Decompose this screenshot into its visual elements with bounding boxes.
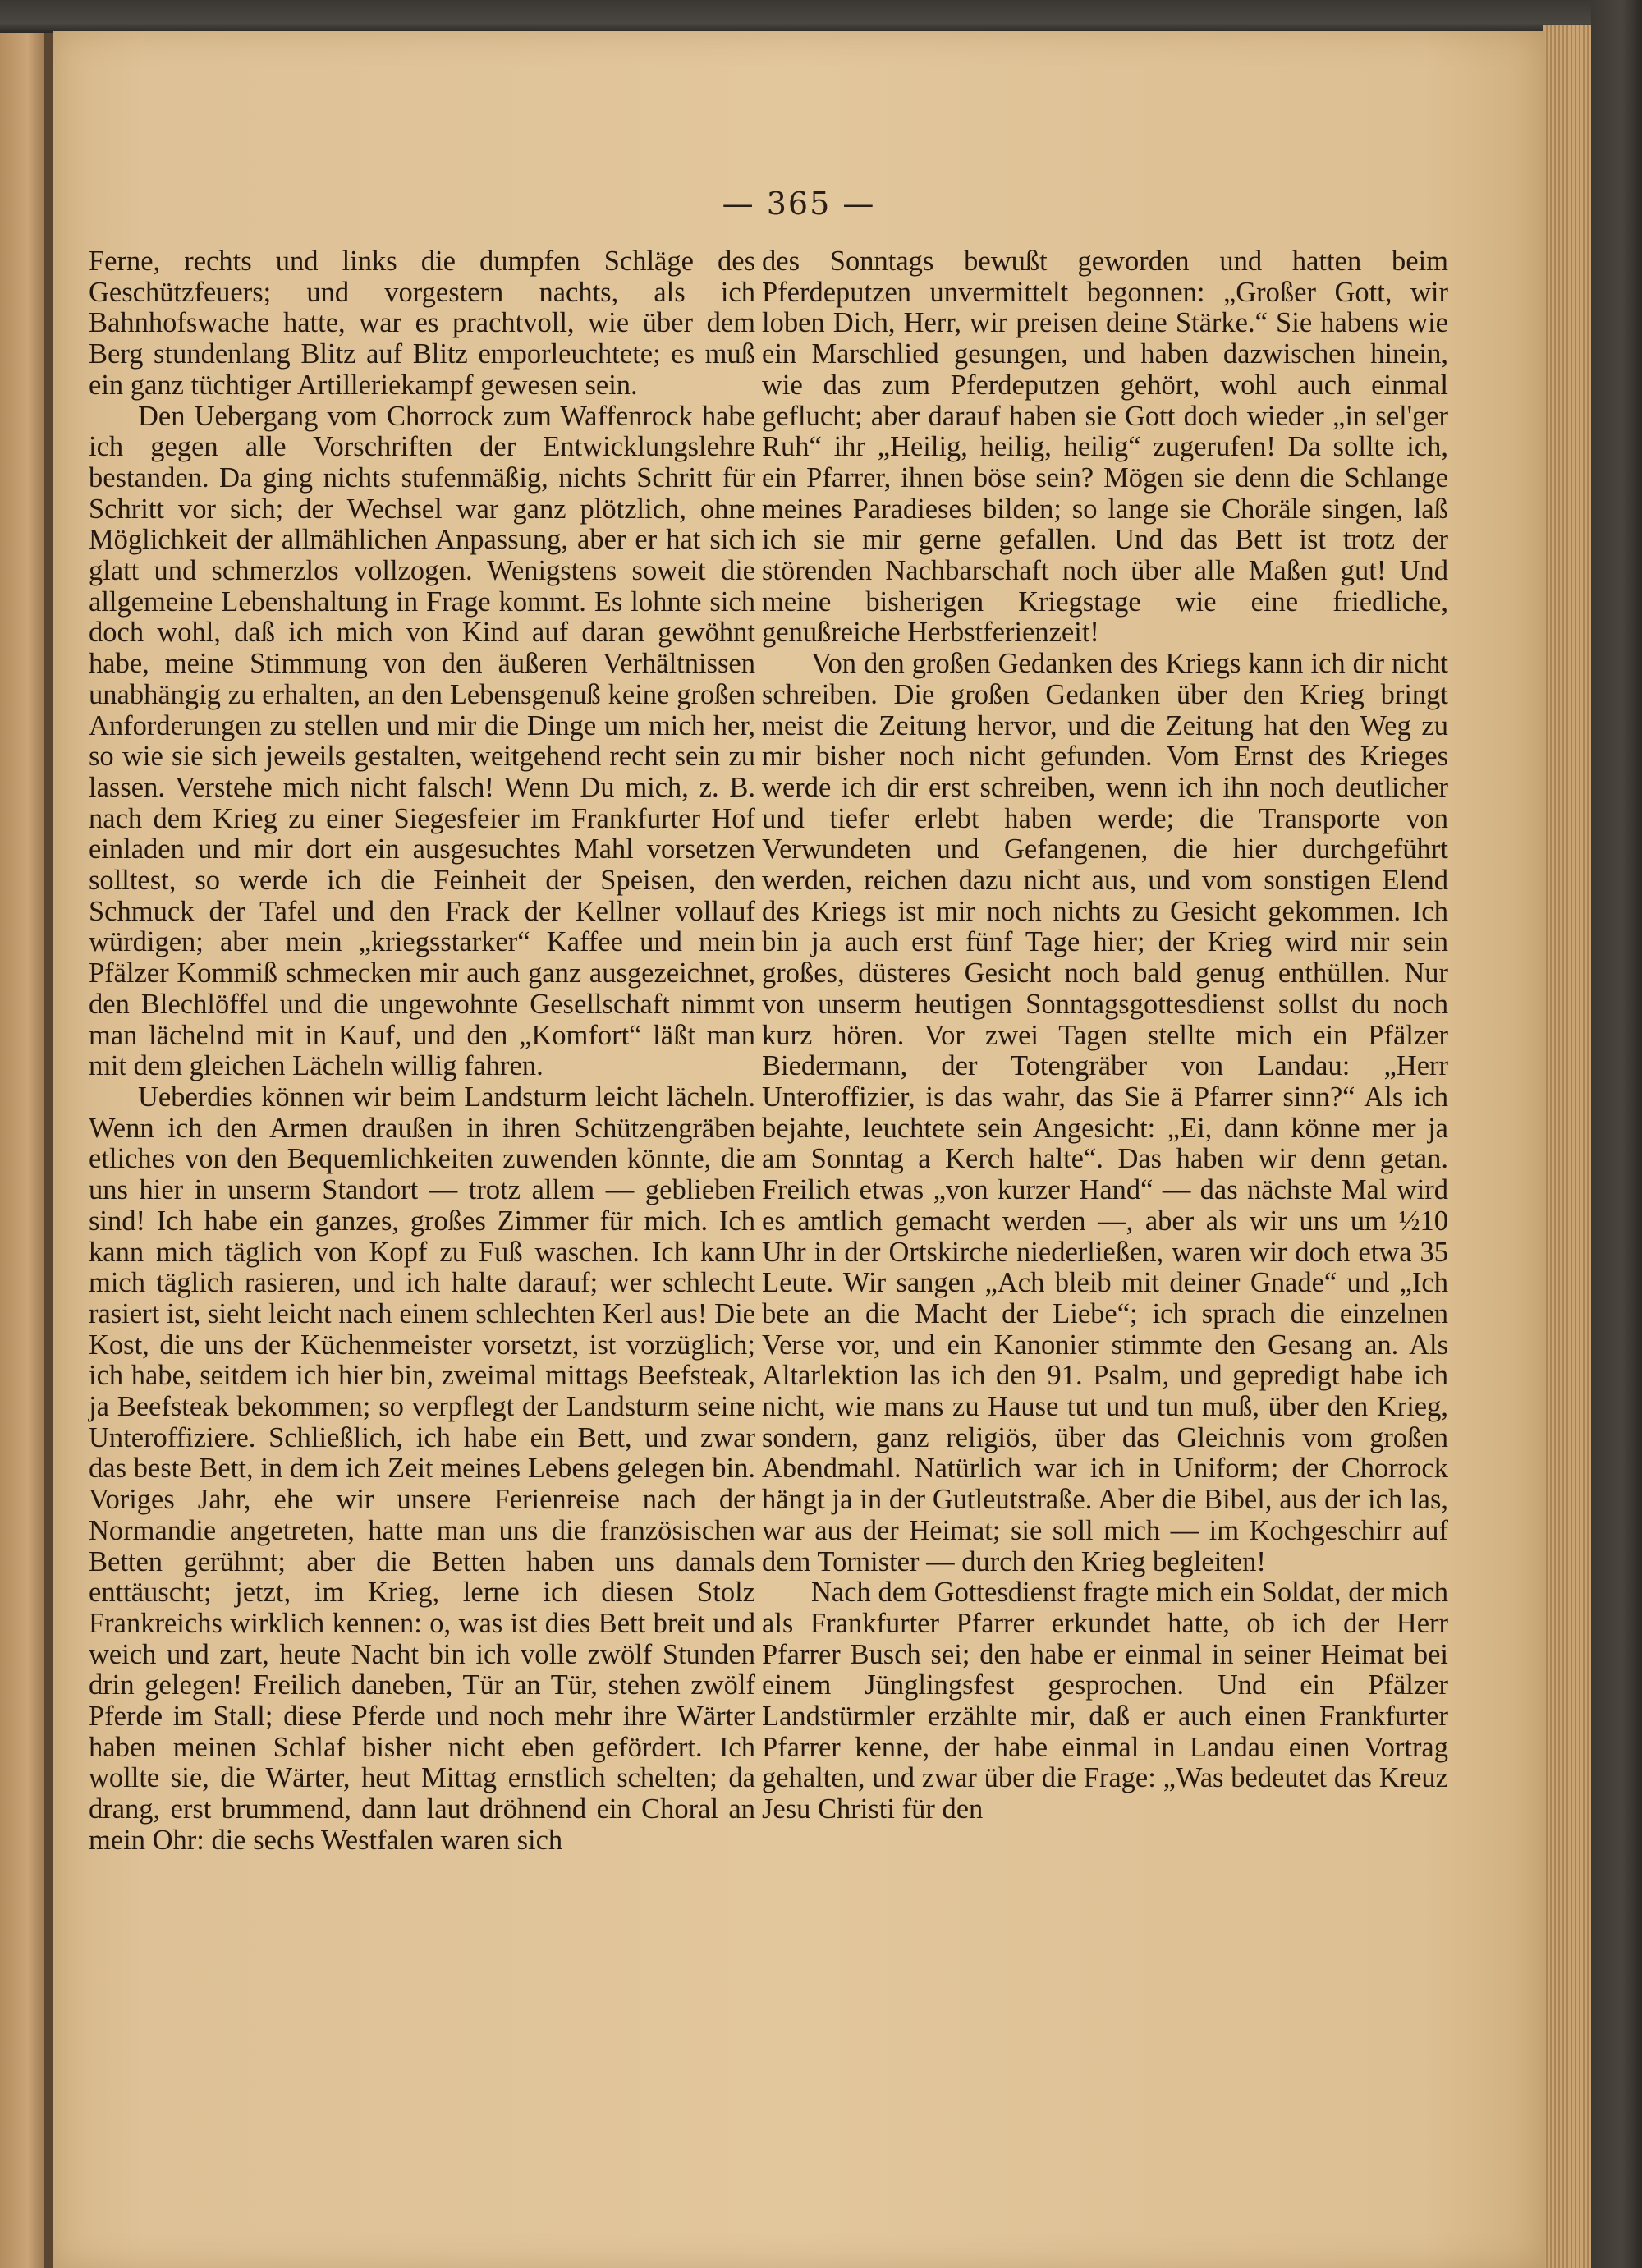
paragraph: des Sonntags bewußt geworden und hatten beim Pferdeputzen unvermittelt begonnen: „Großer Gott, wir loben Dich, Herr, wir preisen deine Stärke.“ Sie habens wie ein Marschlied gesungen, und haben dazwischen hinein, wie das zum Pferdeputzen gehört, wohl auch einmal geflucht; aber darauf haben sie Gott doch wieder „in sel'ger Ruh“ ihr „Heilig, heilig, heilig“ zugerufen! Da sollte ich, ein Pfarrer, ihnen böse sein? Mögen sie denn die Schlange meines Paradieses bilden; so lange sie Choräle singen, laß ich sie mir gerne gefallen. Und das Bett ist trotz der störenden Nachbarschaft noch über alle Maßen gut! Und meine bisherigen Kriegstage wie eine friedliche, genußreiche Herbstferienzeit!	[762, 246, 1448, 649]
book-cover-right	[1591, 0, 1642, 2268]
paragraph: Den Uebergang vom Chorrock zum Waffenrock habe ich gegen alle Vorschriften der Entwicklungslehre bestanden. Da ging nichts stufenmäßig, nichts Schritt für Schritt vor sich; der Wechsel war ganz plötzlich, ohne Möglichkeit der allmählichen Anpassung, aber er hat sich glatt und schmerzlos vollzogen. Wenigstens soweit die allgemeine Lebenshaltung in Frage kommt. Es lohnte sich doch wohl, daß ich mich von Kind auf daran gewöhnt habe, meine Stimmung von den äußeren Verhältnissen unabhängig zu erhalten, an den Lebensgenuß keine großen Anforderungen zu stellen und mir die Dinge um mich her, so wie sie sich jeweils gestalten, weitgehend recht sein zu lassen. Verstehe mich nicht falsch! Wenn Du mich, z. B. nach dem Krieg zu einer Siegesfeier im Frankfurter Hof einladen und mir dort ein ausgesuchtes Mahl vorsetzen solltest, so werde ich die Feinheit der Speisen, den Schmuck der Tafel und den Frack der Kellner vollauf würdigen; aber mein „kriegsstarker“ Kaffee und mein Pfälzer Kommiß schmecken mir auch ganz ausgezeichnet, den Blechlöffel und die ungewohnte Gesellschaft nimmt man lächelnd mit in Kauf, und den „Komfort“ läßt man mit dem gleichen Lächeln willig fahren.	[89, 400, 755, 1082]
paragraph: Ferne, rechts und links die dumpfen Schläge des Geschützfeuers; und vorgestern nachts, als ich Bahnhofswache hatte, war es prachtvoll, wie über dem Berg stundenlang Blitz auf Blitz emporleuchtete; es muß ein ganz tüchtiger Artilleriekampf gewesen sein.	[89, 246, 755, 401]
right-column	[762, 246, 1448, 1825]
paragraph: Nach dem Gottesdienst fragte mich ein Soldat, der mich als Frankfurter Pfarrer erkundet hatte, ob ich der Herr Pfarrer Busch sei; den habe er einmal in seiner Heimat bei einem Jünglingsfest gesprochen. Und ein Pfälzer Landstürmler erzählte mir, daß er auch einen Frankfurter Pfarrer kenne, der habe einmal in Landau einen Vortrag gehalten, und zwar über die Frage: „Was bedeutet das Kreuz Jesu Christi für den	[762, 1577, 1448, 1825]
book-binding-top	[0, 0, 1642, 33]
page-number: — 365 —	[722, 186, 876, 222]
left-column	[89, 246, 755, 1857]
paragraph: Von den großen Gedanken des Kriegs kann ich dir nicht schreiben. Die großen Gedanken über den Krieg bringt meist die Zeitung hervor, und die Zeitung hat den Weg zu mir bisher noch nicht gefunden. Vom Ernst des Krieges werde ich dir erst schreiben, wenn ich ihn noch deutlicher und tiefer erlebt haben werde; die Transporte von Verwundeten und Gefangenen, die hier durchgeführt werden, reichen dazu nicht aus, und vom sonstigen Elend des Kriegs ist mir noch nichts zu Gesicht gekommen. Ich bin ja auch erst fünf Tage hier; der Krieg wird mir sein großes, düsteres Gesicht noch bald genug enthüllen. Nur von unserm heutigen Sonntagsgottesdienst sollst du noch kurz hören. Vor zwei Tagen stellte mich ein Pfälzer Biedermann, der Totengräber von Landau: „Herr Unteroffizier, is das wahr, das Sie ä Pfarrer sinn?“ Als ich bejahte, leuchtete sein Angesicht: „Ei, dann könne mer ja am Sonntag a Kerch halte“. Das haben wir denn getan. Freilich etwas „von kurzer Hand“ — das nächste Mal wird es amtlich gemacht werden —, aber als wir uns um ½10 Uhr in der Ortskirche niederließen, waren wir doch etwa 35 Leute. Wir sangen „Ach bleib mit deiner Gnade“ und „Ich bete an die Macht der Liebe“; ich sprach die einzelnen Verse vor, und ein Kanonier stimmte den Gesang an. Als Altarlektion las ich den 91. Psalm, und gepredigt habe ich nicht, wie mans zu Hause tut und tun muß, über den Krieg, sondern, ganz religiös, über das Gleichnis vom großen Abendmahl. Natürlich war ich in Uniform; der Chorrock hängt ja in der Gutleutstraße. Aber die Bibel, aus der ich las, war aus der Heimat; sie soll mich — im Kochgeschirr auf dem Tornister — durch den Krieg begleiten!	[762, 648, 1448, 1577]
stacked-page-edges	[1543, 25, 1593, 2268]
paragraph: Ueberdies können wir beim Landsturm leicht lächeln. Wenn ich den Armen draußen in ihren Schützengräben etliches von den Bequemlichkeiten zuwenden könnte, die uns hier in unserm Standort — trotz allem — geblieben sind! Ich habe ein ganzes, großes Zimmer für mich. Ich kann mich täglich von Kopf zu Fuß waschen. Ich kann mich täglich rasieren, und ich halte darauf; wer schlecht rasiert ist, sieht leicht nach einem schlechten Kerl aus! Die Kost, die uns der Küchenmeister vorsetzt, ist vorzüglich; ich habe, seitdem ich hier bin, zweimal mittags Beefsteak, ja Beefsteak bekommen; so verpflegt der Landsturm seine Unteroffiziere. Schließlich, ich habe ein Bett, und zwar das beste Bett, in dem ich Zeit meines Lebens gelegen bin. Voriges Jahr, ehe wir unsere Ferienreise nach der Normandie angetreten, hatte man uns die französischen Betten gerühmt; aber die Betten haben uns damals enttäuscht; jetzt, im Krieg, lerne ich diesen Stolz Frankreichs wirklich kennen: o, was ist dies Bett breit und weich und zart, heute Nacht bin ich volle zwölf Stunden drin gelegen! Freilich daneben, Tür an Tür, stehen zwölf Pferde im Stall; diese Pferde und noch mehr ihre Wärter haben meinen Schlaf bisher nicht eben gefördert. Ich wollte sie, die Wärter, heut Mittag ernstlich schelten; da drang, erst brummend, dann laut dröhnend ein Choral an mein Ohr: die sechs Westfalen waren sich	[89, 1081, 755, 1856]
book-page	[53, 31, 1545, 2268]
gutter-shadow	[44, 33, 53, 2268]
previous-page-edge	[0, 33, 51, 2268]
